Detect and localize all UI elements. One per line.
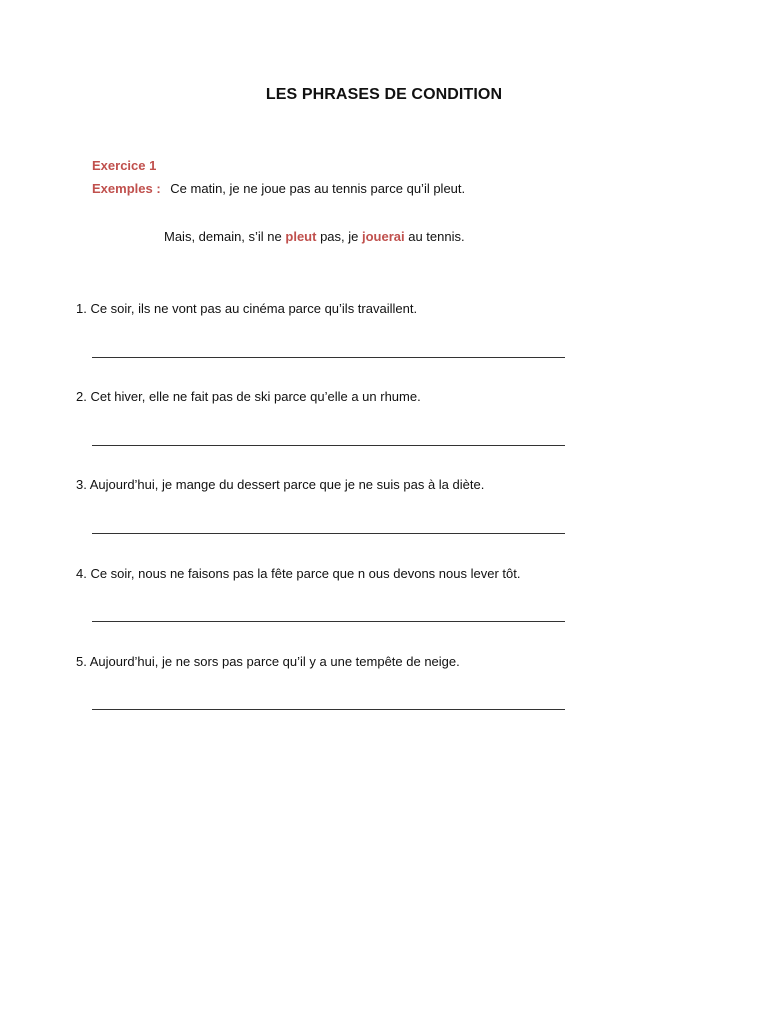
answer-line-3[interactable]	[92, 533, 565, 534]
answer-line-4[interactable]	[92, 621, 565, 622]
question-1: 1. Ce soir, ils ne vont pas au cinéma parce qu’ils travaillent.	[76, 301, 418, 316]
question-4: 4. Ce soir, nous ne faisons pas la fête parce que n ous devons nous lever tôt.	[76, 566, 521, 581]
example-2-highlight-pleut: pleut	[285, 229, 317, 244]
question-3: 3. Aujourd’hui, je mange du dessert parce que je ne suis pas à la diète.	[76, 477, 485, 492]
example-2-highlight-jouerai: jouerai	[361, 229, 405, 244]
examples-row	[92, 181, 465, 196]
example-sentence-1: Ce matin, je ne joue pas au tennis parce qu’il pleut.	[170, 181, 466, 196]
answer-line-1[interactable]	[92, 357, 565, 358]
example-2-part-2: pas, je	[316, 229, 362, 244]
examples-label: Exemples :	[92, 181, 161, 196]
answer-line-2[interactable]	[92, 445, 565, 446]
question-2: 2. Cet hiver, elle ne fait pas de ski parce qu’elle a un rhume.	[76, 389, 421, 404]
example-2-part-1: Mais, demain, s’il ne	[164, 229, 286, 244]
exercise-label: Exercice 1	[92, 158, 157, 173]
question-5: 5. Aujourd’hui, je ne sors pas parce qu’il y a une tempête de neige.	[76, 654, 460, 669]
page-title: LES PHRASES DE CONDITION	[265, 86, 503, 103]
example-2-part-3: au tennis.	[404, 229, 465, 244]
answer-line-5[interactable]	[92, 709, 565, 710]
example-sentence-2	[164, 229, 465, 244]
